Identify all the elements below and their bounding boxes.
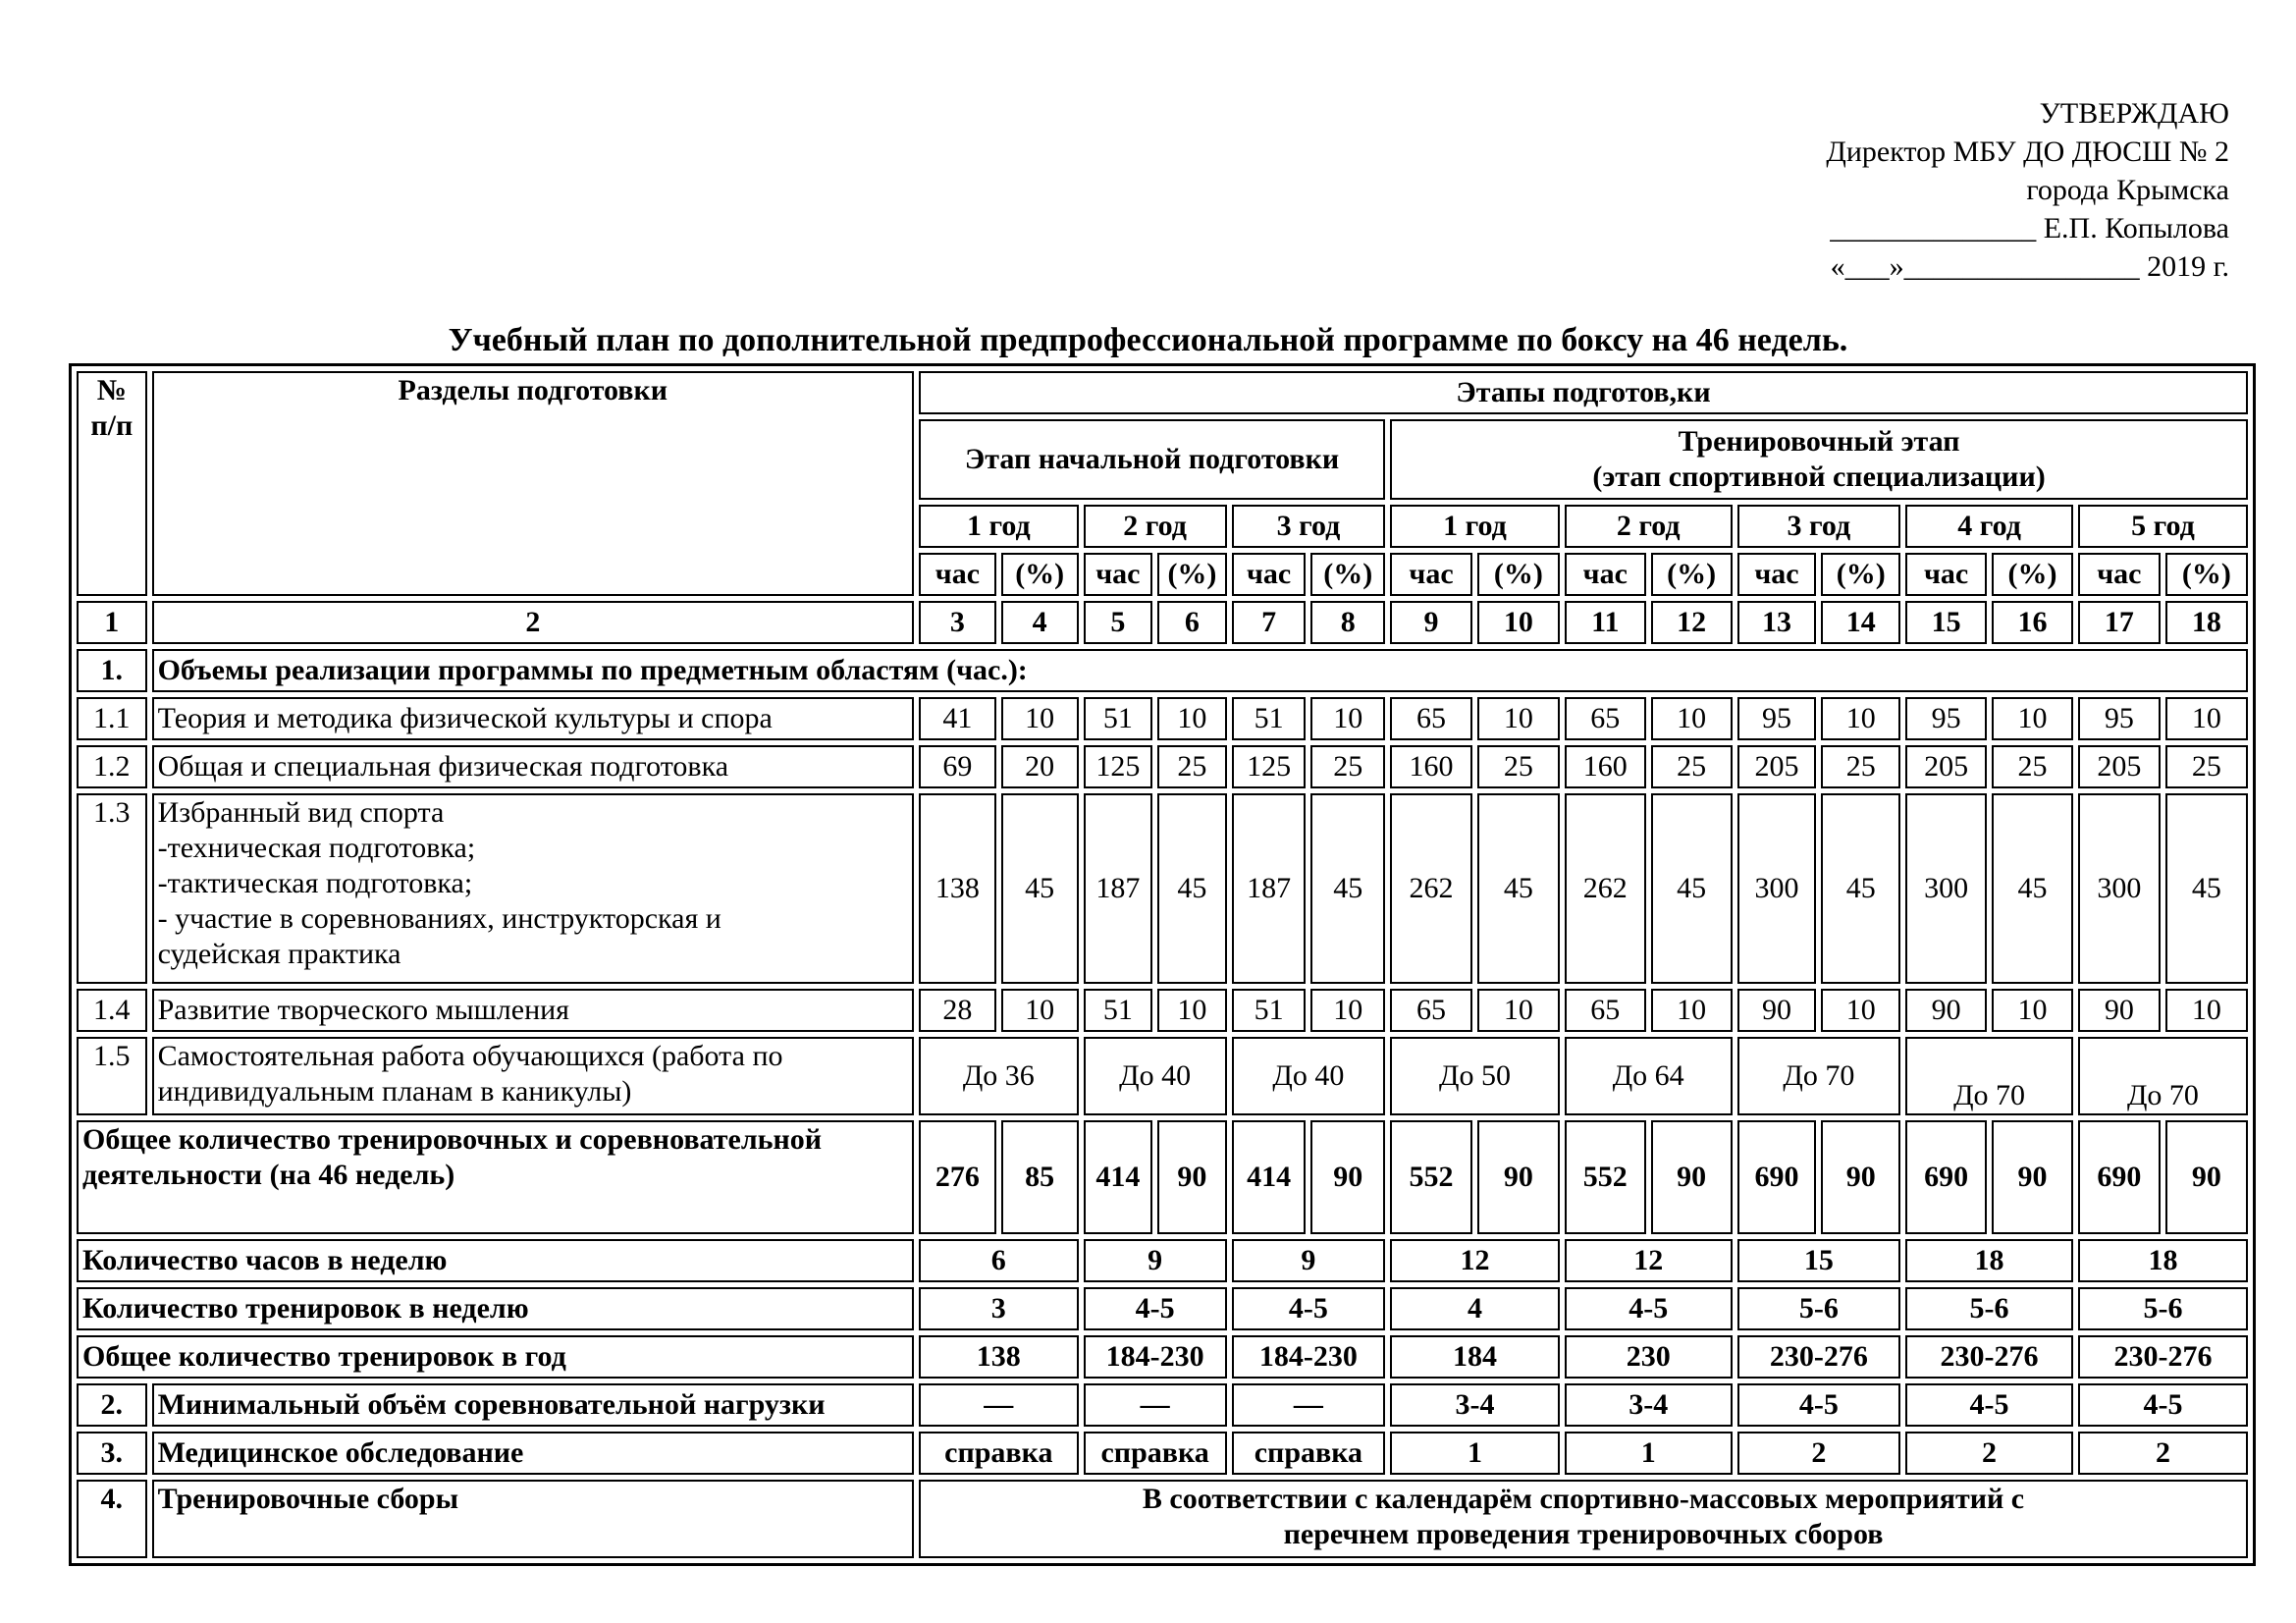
- column-number: 18: [2165, 601, 2248, 644]
- value-cell: 85: [1001, 1120, 1079, 1234]
- header-training-stage: [1390, 419, 2248, 500]
- approval-line: Директор МБУ ДО ДЮСШ № 2: [1826, 135, 2229, 168]
- value-cell: 25: [1651, 745, 1733, 788]
- value-cell: 90: [1310, 1120, 1385, 1234]
- column-numbers-row: [77, 601, 2248, 644]
- note-line: перечнем проведения тренировочных сборов: [1283, 1518, 1884, 1550]
- value-cell: 51: [1232, 697, 1307, 740]
- value-cell: До 40: [1084, 1037, 1227, 1115]
- value-cell: 230-276: [2078, 1335, 2248, 1379]
- unit-hours: час: [919, 553, 996, 596]
- value-cell: 300: [1737, 793, 1817, 984]
- row-label: Развитие творческого мышления: [152, 989, 914, 1032]
- value-cell: 10: [1310, 989, 1385, 1032]
- row-label: Количество тренировок в неделю: [77, 1287, 914, 1330]
- approval-line: УТВЕРЖДАЮ: [2039, 97, 2229, 130]
- training-stage-line: Тренировочный этап: [1678, 425, 1960, 458]
- value-cell: 552: [1565, 1120, 1646, 1234]
- unit-hours: час: [1232, 553, 1307, 596]
- column-number: 1: [77, 601, 147, 644]
- column-number: 14: [1821, 601, 1900, 644]
- row-label: Объемы реализации программы по предметным областям (час.):: [152, 649, 2248, 692]
- value-cell: 90: [1651, 1120, 1733, 1234]
- table-row: [77, 745, 2248, 788]
- value-cell: справка: [1084, 1432, 1227, 1475]
- value-cell: 10: [1821, 697, 1900, 740]
- unit-percent: (%): [1821, 553, 1900, 596]
- year-cell: 2 год: [1565, 505, 1733, 548]
- column-number: 12: [1651, 601, 1733, 644]
- value-cell: 276: [919, 1120, 996, 1234]
- value-cell: 690: [2078, 1120, 2161, 1234]
- value-cell: 4-5: [1232, 1287, 1385, 1330]
- value-cell: 4-5: [1737, 1383, 1901, 1427]
- value-cell: 205: [1905, 745, 1987, 788]
- value-cell: —: [1084, 1383, 1227, 1427]
- value-cell: До 70: [1905, 1037, 2073, 1115]
- row-number: 4.: [77, 1480, 147, 1558]
- value-cell: До 64: [1565, 1037, 1733, 1115]
- value-cell: 300: [1905, 793, 1987, 984]
- value-cell: 10: [1001, 697, 1079, 740]
- approval-line: города Крымска: [2026, 174, 2229, 206]
- value-cell: 90: [2078, 989, 2161, 1032]
- unit-percent: (%): [1651, 553, 1733, 596]
- value-cell: 10: [1992, 697, 2073, 740]
- column-number: 5: [1084, 601, 1153, 644]
- year-cell: 3 год: [1232, 505, 1385, 548]
- value-cell: 10: [2165, 697, 2248, 740]
- page-title: Учебный план по дополнительной предпрофессиональной программе по боксу на 46 недель.: [448, 322, 1848, 358]
- value-cell: 160: [1565, 745, 1646, 788]
- unit-hours: час: [1737, 553, 1817, 596]
- row-label: [152, 793, 914, 984]
- value-cell: 10: [1157, 989, 1227, 1032]
- value-cell: 45: [1651, 793, 1733, 984]
- value-cell: справка: [919, 1432, 1079, 1475]
- row-label-line: -тактическая подготовка;: [157, 867, 473, 899]
- value-cell: —: [919, 1383, 1079, 1427]
- unit-percent: (%): [1992, 553, 2073, 596]
- value-cell: 690: [1737, 1120, 1817, 1234]
- column-number: 7: [1232, 601, 1307, 644]
- approval-block: [1826, 94, 2229, 286]
- note-line: В соответствии с календарём спортивно-массовых мероприятий с: [1142, 1483, 2025, 1515]
- value-cell: 300: [2078, 793, 2161, 984]
- year-cell: 1 год: [1390, 505, 1560, 548]
- header-initial-stage: Этап начальной подготовки: [919, 419, 1385, 500]
- value-cell: 10: [2165, 989, 2248, 1032]
- value-cell: 184-230: [1232, 1335, 1385, 1379]
- row-label: Количество часов в неделю: [77, 1239, 914, 1282]
- value-cell: 205: [2078, 745, 2161, 788]
- value-cell: 4-5: [1084, 1287, 1227, 1330]
- row-label: Общее количество тренировок в год: [77, 1335, 914, 1379]
- value-cell: 184-230: [1084, 1335, 1227, 1379]
- year-cell: 5 год: [2078, 505, 2248, 548]
- value-cell: 1: [1565, 1432, 1733, 1475]
- header-num: № п/п: [77, 371, 147, 596]
- unit-percent: (%): [1310, 553, 1385, 596]
- header-sections: Разделы подготовки: [152, 371, 914, 596]
- value-cell: 4-5: [1565, 1287, 1733, 1330]
- year-cell: 1 год: [919, 505, 1079, 548]
- table-row: [77, 1120, 2248, 1234]
- approval-line: ______________ Е.П. Копылова: [1830, 212, 2229, 244]
- unit-hours: час: [1565, 553, 1646, 596]
- value-cell: 230-276: [1905, 1335, 2073, 1379]
- row-number: 1.4: [77, 989, 147, 1032]
- column-number: 10: [1477, 601, 1560, 644]
- curriculum-table: [69, 363, 2256, 1566]
- value-cell: 65: [1565, 989, 1646, 1032]
- value-cell: 138: [919, 793, 996, 984]
- row-number: 1.: [77, 649, 147, 692]
- table-row: [77, 1037, 2248, 1115]
- row-label-line: Избранный вид спорта: [157, 796, 445, 829]
- value-cell: 12: [1390, 1239, 1560, 1282]
- table-row: [77, 1383, 2248, 1427]
- unit-percent: (%): [2165, 553, 2248, 596]
- value-cell: 18: [2078, 1239, 2248, 1282]
- column-number: 17: [2078, 601, 2161, 644]
- table-row: [77, 697, 2248, 740]
- unit-hours: час: [1905, 553, 1987, 596]
- training-stage-line: (этап спортивной специализации): [1592, 460, 2046, 493]
- year-cell: 3 год: [1737, 505, 1901, 548]
- value-cell: 10: [1651, 989, 1733, 1032]
- column-number: 4: [1001, 601, 1079, 644]
- value-cell: 10: [1821, 989, 1900, 1032]
- column-number: 2: [152, 601, 914, 644]
- value-cell: 10: [1157, 697, 1227, 740]
- unit-percent: (%): [1001, 553, 1079, 596]
- table-row: [77, 1480, 2248, 1558]
- value-cell: 15: [1737, 1239, 1901, 1282]
- value-cell: 90: [1821, 1120, 1900, 1234]
- value-cell: 95: [1737, 697, 1817, 740]
- value-cell: 138: [919, 1335, 1079, 1379]
- row-label-line: -техническая подготовка;: [157, 832, 476, 864]
- value-cell: 10: [1992, 989, 2073, 1032]
- unit-hours: час: [1084, 553, 1153, 596]
- value-cell: 90: [1905, 989, 1987, 1032]
- value-cell: 5-6: [1905, 1287, 2073, 1330]
- value-cell: 65: [1390, 989, 1472, 1032]
- value-cell: 25: [1477, 745, 1560, 788]
- year-cell: 2 год: [1084, 505, 1227, 548]
- value-cell: 160: [1390, 745, 1472, 788]
- row-number: 1.5: [77, 1037, 147, 1115]
- value-cell: До 70: [1737, 1037, 1901, 1115]
- unit-percent: (%): [1477, 553, 1560, 596]
- value-cell: 90: [1477, 1120, 1560, 1234]
- value-cell: 20: [1001, 745, 1079, 788]
- value-cell: 12: [1565, 1239, 1733, 1282]
- value-cell: 90: [1157, 1120, 1227, 1234]
- value-cell: 25: [1310, 745, 1385, 788]
- value-cell: 45: [1821, 793, 1900, 984]
- table-row: [77, 649, 2248, 692]
- value-cell: 205: [1737, 745, 1817, 788]
- value-cell: 65: [1565, 697, 1646, 740]
- header-stages: Этапы подготов,ки: [919, 371, 2248, 414]
- value-cell: 3: [919, 1287, 1079, 1330]
- row-label-line: - участие в соревнованиях, инструкторская и: [157, 902, 721, 935]
- value-cell: 187: [1232, 793, 1307, 984]
- value-cell: 414: [1084, 1120, 1153, 1234]
- value-cell: 51: [1084, 989, 1153, 1032]
- value-cell: 45: [1001, 793, 1079, 984]
- value-cell: справка: [1232, 1432, 1385, 1475]
- value-cell: 2: [1737, 1432, 1901, 1475]
- value-cell: 552: [1390, 1120, 1472, 1234]
- row-label: Общая и специальная физическая подготовка: [152, 745, 914, 788]
- value-cell: 3-4: [1390, 1383, 1560, 1427]
- value-cell: 25: [1821, 745, 1900, 788]
- value-cell: 51: [1084, 697, 1153, 740]
- value-cell: 90: [1992, 1120, 2073, 1234]
- value-cell: 6: [919, 1239, 1079, 1282]
- value-cell: 45: [1477, 793, 1560, 984]
- value-cell: 184: [1390, 1335, 1560, 1379]
- value-cell: 45: [1992, 793, 2073, 984]
- column-number: 16: [1992, 601, 2073, 644]
- value-cell: 1: [1390, 1432, 1560, 1475]
- value-cell: 230-276: [1737, 1335, 1901, 1379]
- value-cell: До 70: [2078, 1037, 2248, 1115]
- value-cell: 18: [1905, 1239, 2073, 1282]
- value-cell: 10: [1477, 697, 1560, 740]
- value-cell: 125: [1232, 745, 1307, 788]
- value-cell: 41: [919, 697, 996, 740]
- value-cell: 262: [1565, 793, 1646, 984]
- approval-line: «___»________________ 2019 г.: [1830, 250, 2229, 283]
- row-number: 1.1: [77, 697, 147, 740]
- value-cell: До 36: [919, 1037, 1079, 1115]
- value-cell: 262: [1390, 793, 1472, 984]
- value-cell: 2: [2078, 1432, 2248, 1475]
- value-cell: 90: [2165, 1120, 2248, 1234]
- column-number: 11: [1565, 601, 1646, 644]
- year-cell: 4 год: [1905, 505, 2073, 548]
- value-cell: 690: [1905, 1120, 1987, 1234]
- value-cell: 25: [1157, 745, 1227, 788]
- value-cell: 187: [1084, 793, 1153, 984]
- column-number: 9: [1390, 601, 1472, 644]
- row-label-line: судейская практика: [157, 938, 401, 970]
- value-cell: 2: [1905, 1432, 2073, 1475]
- value-cell: 45: [1310, 793, 1385, 984]
- table-row: [77, 1239, 2248, 1282]
- row-number: 1.2: [77, 745, 147, 788]
- table-row: [77, 793, 2248, 984]
- value-cell: 4-5: [1905, 1383, 2073, 1427]
- row-label: Медицинское обследование: [152, 1432, 914, 1475]
- row-label: Тренировочные сборы: [152, 1480, 914, 1558]
- value-cell: 230: [1565, 1335, 1733, 1379]
- column-number: 6: [1157, 601, 1227, 644]
- value-cell: 25: [2165, 745, 2248, 788]
- value-cell: 95: [1905, 697, 1987, 740]
- column-number: 15: [1905, 601, 1987, 644]
- value-cell: 45: [2165, 793, 2248, 984]
- column-number: 8: [1310, 601, 1385, 644]
- row-number: 2.: [77, 1383, 147, 1427]
- table-row: [77, 1335, 2248, 1379]
- value-cell: 10: [1651, 697, 1733, 740]
- value-cell: 10: [1001, 989, 1079, 1032]
- row-label: Общее количество тренировочных и соревновательной деятельности (на 46 недель): [77, 1120, 914, 1234]
- value-cell: 90: [1737, 989, 1817, 1032]
- value-cell: 414: [1232, 1120, 1307, 1234]
- value-cell: 28: [919, 989, 996, 1032]
- value-cell: 5-6: [1737, 1287, 1901, 1330]
- unit-hours: час: [1390, 553, 1472, 596]
- value-cell: 69: [919, 745, 996, 788]
- value-cell: 95: [2078, 697, 2161, 740]
- unit-hours: час: [2078, 553, 2161, 596]
- value-cell: 10: [1477, 989, 1560, 1032]
- row-number: 3.: [77, 1432, 147, 1475]
- table-row: [77, 1432, 2248, 1475]
- table-row: [77, 1287, 2248, 1330]
- value-cell: 125: [1084, 745, 1153, 788]
- value-cell: 4-5: [2078, 1383, 2248, 1427]
- value-cell: До 50: [1390, 1037, 1560, 1115]
- training-camps-note: [919, 1480, 2248, 1558]
- value-cell: 65: [1390, 697, 1472, 740]
- value-cell: 45: [1157, 793, 1227, 984]
- value-cell: До 40: [1232, 1037, 1385, 1115]
- column-number: 3: [919, 601, 996, 644]
- value-cell: 5-6: [2078, 1287, 2248, 1330]
- value-cell: 9: [1232, 1239, 1385, 1282]
- table-row: [77, 989, 2248, 1032]
- row-label: Теория и методика физической культуры и спора: [152, 697, 914, 740]
- value-cell: —: [1232, 1383, 1385, 1427]
- value-cell: 9: [1084, 1239, 1227, 1282]
- column-number: 13: [1737, 601, 1817, 644]
- value-cell: 10: [1310, 697, 1385, 740]
- value-cell: 4: [1390, 1287, 1560, 1330]
- row-label: Самостоятельная работа обучающихся (работа по индивидуальным планам в каникулы): [152, 1037, 914, 1115]
- row-number: 1.3: [77, 793, 147, 984]
- unit-percent: (%): [1157, 553, 1227, 596]
- value-cell: 51: [1232, 989, 1307, 1032]
- row-label: Минимальный объём соревновательной нагрузки: [152, 1383, 914, 1427]
- value-cell: 3-4: [1565, 1383, 1733, 1427]
- value-cell: 25: [1992, 745, 2073, 788]
